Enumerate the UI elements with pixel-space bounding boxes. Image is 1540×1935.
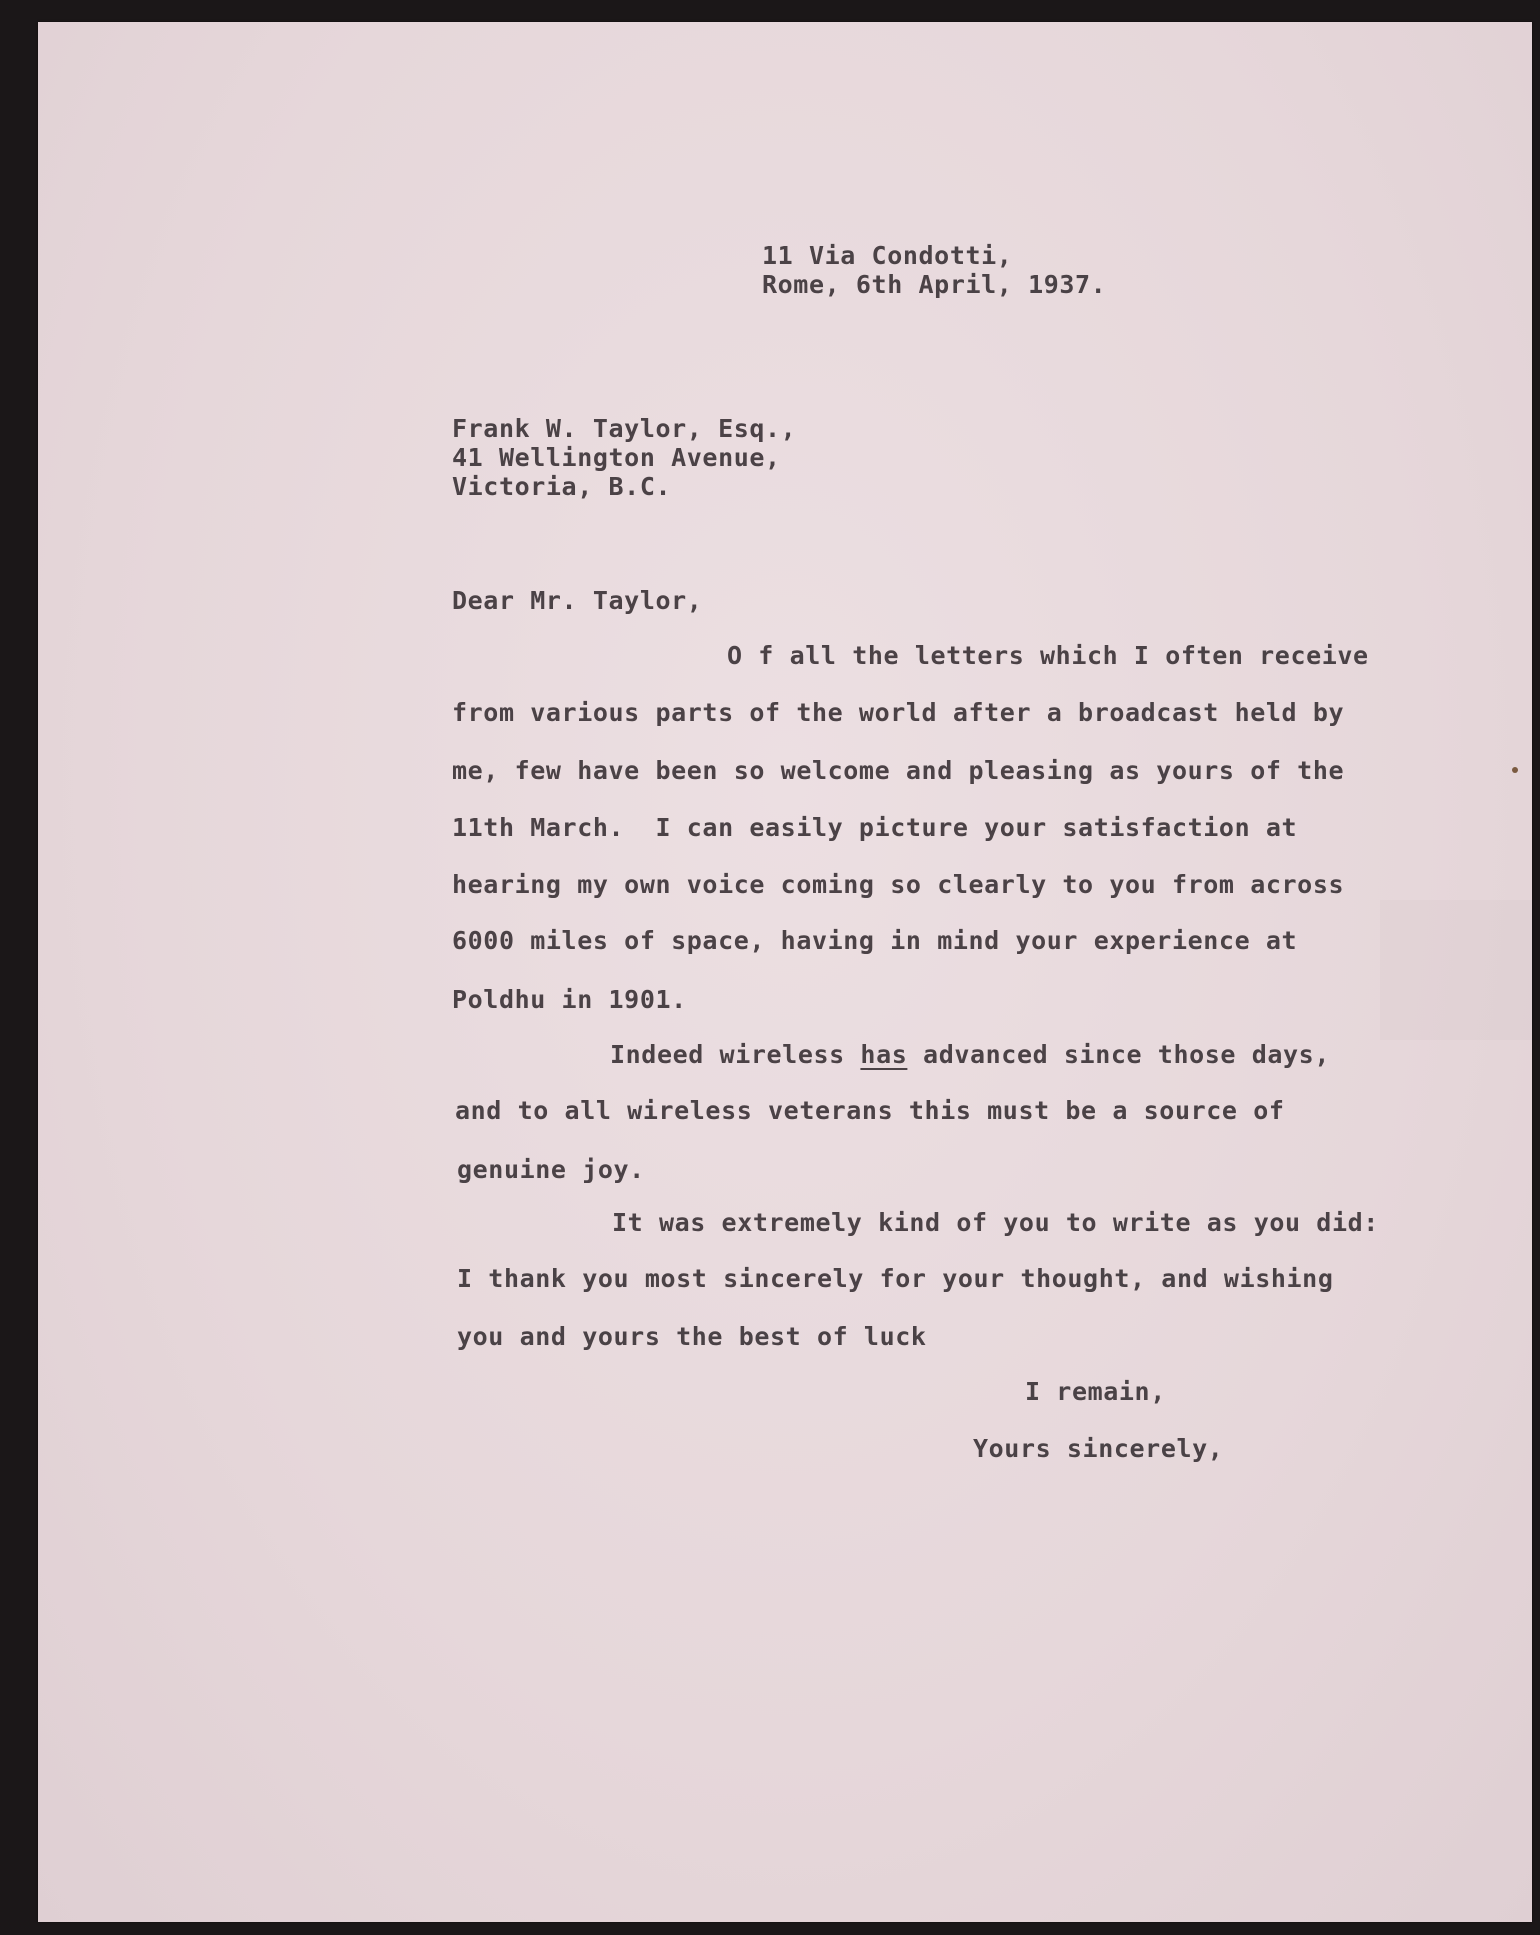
paragraph-1-line-5: hearing my own voice coming so clearly to you from across (452, 870, 1345, 899)
paragraph-1-line-6: 6000 miles of space, having in mind your experience at (452, 926, 1298, 955)
sender-address-line-1: 11 Via Condotti, (762, 241, 1013, 270)
paragraph-3-line-2: I thank you most sincerely for your thought, and wishing (457, 1264, 1334, 1293)
paragraph-2-line-3: genuine joy. (457, 1155, 645, 1184)
paragraph-3-line-3: you and yours the best of luck (457, 1322, 927, 1351)
closing-line-2: Yours sincerely, (973, 1434, 1224, 1463)
letter-paper (38, 22, 1532, 1922)
underlined-word: has (860, 1040, 908, 1069)
paragraph-1-line-1: O f all the letters which I often receive (727, 641, 1369, 670)
recipient-line-1: Frank W. Taylor, Esq., (452, 414, 797, 443)
closing-line-1: I remain, (1025, 1377, 1166, 1406)
recipient-line-2: 41 Wellington Avenue, (452, 443, 781, 472)
sender-address-line-2: Rome, 6th April, 1937. (762, 270, 1107, 299)
paragraph-1-line-7: Poldhu in 1901. (452, 985, 687, 1014)
paragraph-1-line-4: 11th March. I can easily picture your satisfaction at (452, 813, 1298, 842)
paragraph-3-line-1: It was extremely kind of you to write as you did: (612, 1208, 1379, 1237)
paragraph-1-line-3: me, few have been so welcome and pleasing as yours of the (452, 756, 1345, 785)
paragraph-2-line-1-end: advanced since those days, (907, 1040, 1330, 1069)
recipient-line-3: Victoria, B.C. (452, 472, 672, 501)
salutation: Dear Mr. Taylor, (452, 586, 703, 615)
paper-stain (1380, 900, 1540, 1040)
paragraph-2-line-2: and to all wireless veterans this must be a source of (455, 1096, 1285, 1125)
paragraph-1-line-2: from various parts of the world after a broadcast held by (452, 698, 1345, 727)
paragraph-2-line-1-start: Indeed wireless (610, 1040, 861, 1069)
paragraph-2-line-1 (610, 1040, 1330, 1069)
paper-speck (1512, 767, 1518, 773)
